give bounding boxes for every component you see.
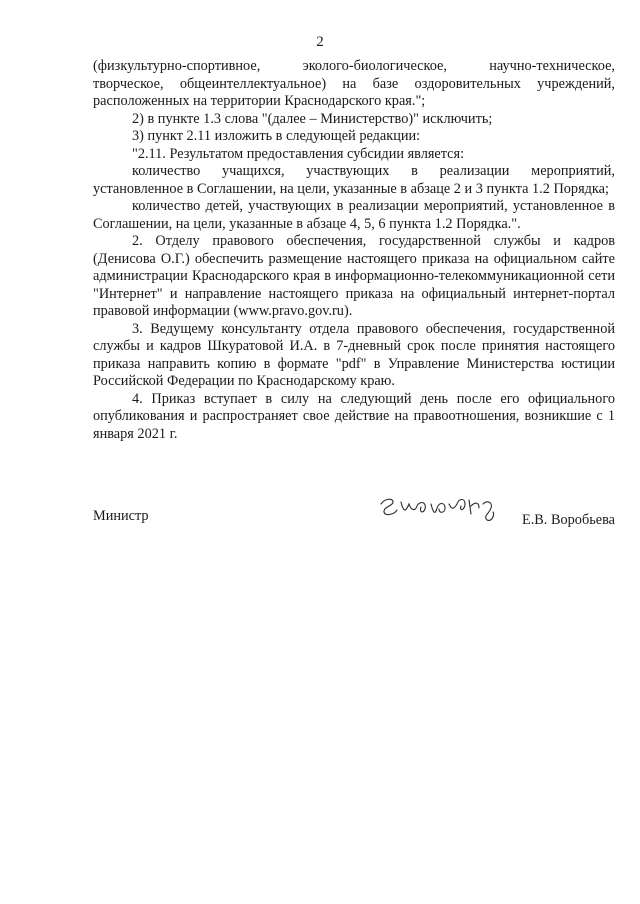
paragraph-line-3: расположенных на территории Краснодарского края."; xyxy=(93,93,426,109)
paragraph-students-count: количество учащихся, участвующих в реализации мероприятий, установленное в Соглашении, на цели, указанные в абзаце 2 и 3 пункта 1.2 Порядка; xyxy=(93,163,615,197)
signatory-title: Министр xyxy=(93,508,149,524)
paragraph-item-3: 3) пункт 2.11 изложить в следующей редакции: xyxy=(132,128,421,144)
paragraph-clause-2: 2. Отделу правового обеспечения, государственной службы и кадров (Денисова О.Г.) обеспечить размещение настоящего приказа на официальном сайте администрации Краснодарского края в информационно-телекоммуникационной сети "Интернет" и направление настоящего приказа на официальный интернет-портал правовой информации (www.pravo.gov.ru). xyxy=(93,233,615,319)
signature-block xyxy=(93,492,615,532)
paragraph-children-count: количество детей, участвующих в реализации мероприятий, установленное в Соглашении, на цели, указанные в абзаце 4, 5, 6 пункта 1.2 Порядка.". xyxy=(93,198,615,232)
document-body xyxy=(93,58,615,443)
handwritten-signature xyxy=(375,492,505,528)
paragraph-item-2: 2) в пункте 1.3 слова "(далее – Министерство)" исключить; xyxy=(132,110,493,127)
signatory-name: Е.В. Воробьева xyxy=(521,512,615,528)
paragraph-line-1: (физкультурно-спортивное, эколого-биологическое, научно-техническое, xyxy=(93,58,615,74)
paragraph-quote-2-11: "2.11. Результатом предоставления субсидии является: xyxy=(132,145,465,162)
paragraph-line-2: творческое, общеинтеллектуальное) на базе оздоровительных учреждений, xyxy=(93,75,615,92)
paragraph-clause-3: 3. Ведущему консультанту отдела правового обеспечения, государственной службы и кадров Шкуратовой И.А. в 7-дневный срок после принятия настоящего приказа направить копию в формате "pdf" в Управление Министерства юстиции Российской Федерации по Краснодарскому краю. xyxy=(93,320,615,389)
page-number: 2 xyxy=(316,34,324,50)
paragraph-clause-4: 4. Приказ вступает в силу на следующий день после его официального опубликования и распространяет свое действие на правоотношения, возникшие с 1 января 2021 г. xyxy=(93,390,615,442)
